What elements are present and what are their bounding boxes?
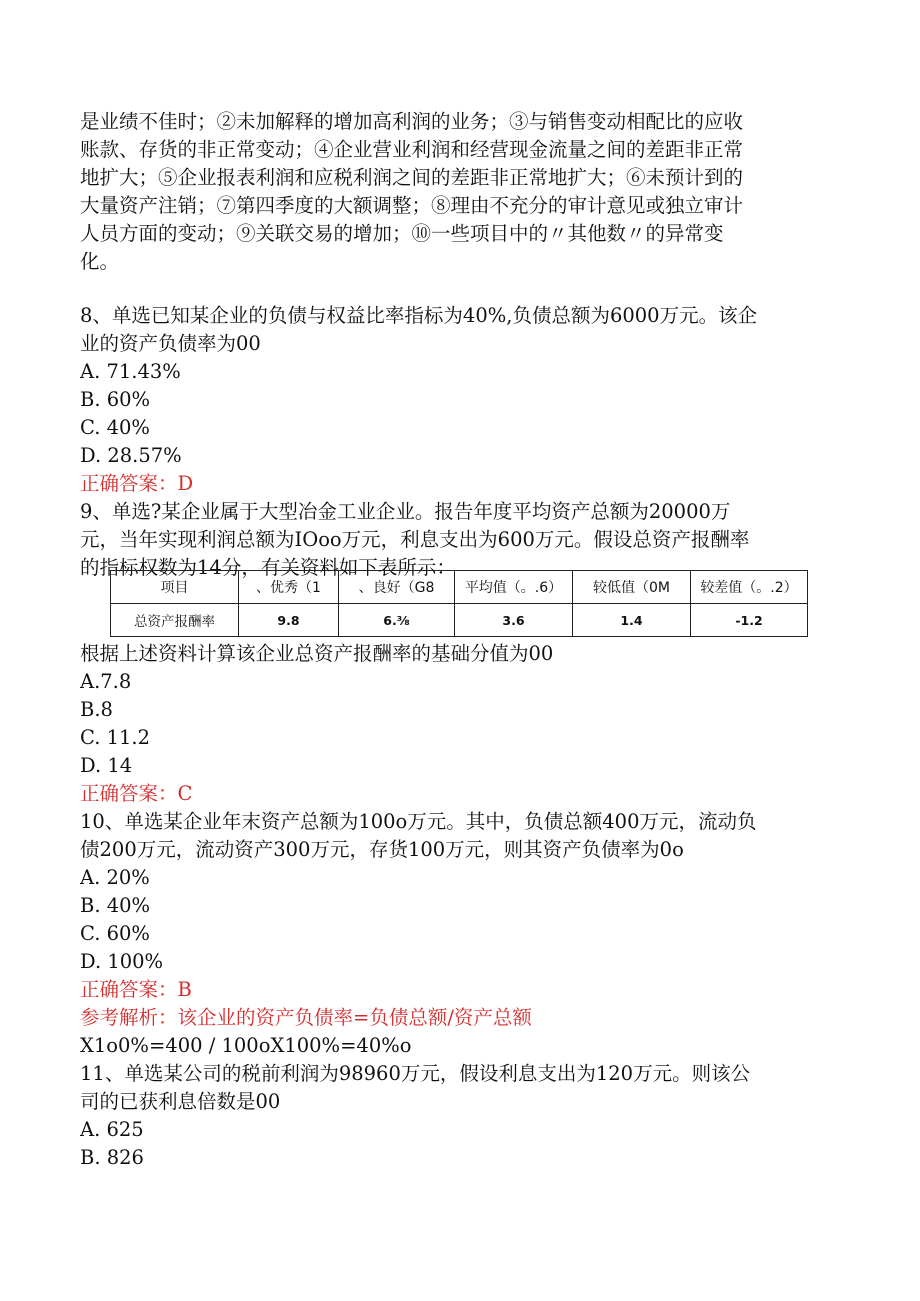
text-line: D. 28.57% [80,444,182,467]
table-cell: 6.⅜ [339,604,455,637]
text-line: A. 71.43% [80,360,181,383]
text-line: 11、单选某公司的税前利润为98960万元，假设利息支出为120万元。则该公 [80,1062,751,1085]
table-header-cell: 、良好（G8 [339,571,455,604]
text-line: 元，当年实现利润总额为IOoo万元，利息支出为600万元。假设总资产报酬率 [80,528,750,551]
text-line: D. 100% [80,950,164,973]
answer-line: 参考解析：该企业的资产负债率=负债总额/资产总额 [80,1006,532,1029]
answer-line: 正确答案：C [80,782,193,805]
text-line: C. 40% [80,416,150,439]
text-line: 8、单选已知某企业的负债与权益比率指标为40%,负债总额为6000万元。该企 [80,304,758,327]
text-line: 司的已获利息倍数是00 [80,1090,281,1113]
table-header-cell: 项目 [111,571,239,604]
text-line: B.8 [80,698,113,721]
text-line: 9、单选?某企业属于大型冶金工业企业。报告年度平均资产总额为20000万 [80,500,731,523]
text-line: B. 60% [80,388,151,411]
table-header-cell: 平均值（。.6） [455,571,573,604]
table-cell: -1.2 [691,604,808,637]
table-cell: 3.6 [455,604,573,637]
text-line: 债200万元，流动资产300万元，存货100万元，则其资产负债率为0o [80,838,684,861]
table-header-cell: 、优秀（1 [239,571,339,604]
text-line: 业的资产负债率为00 [80,332,261,355]
text-line: 10、单选某企业年末资产总额为100o万元。其中，负债总额400万元，流动负 [80,810,757,833]
text-line: B. 40% [80,894,151,917]
table-cell: 9.8 [239,604,339,637]
answer-line: 正确答案：B [80,978,192,1001]
text-line: 人员方面的变动；⑨关联交易的增加；⑩一些项目中的〃其他数〃的异常变 [80,222,724,245]
table-row-label: 总资产报酬率 [111,604,239,637]
text-line: C. 11.2 [80,726,151,749]
text-line: 大量资产注销；⑦第四季度的大额调整；⑧理由不充分的审计意见或独立审计 [80,194,744,217]
score-table [110,570,808,637]
text-line: A. 20% [80,866,150,889]
text-line: 账款、存货的非正常变动；④企业营业利润和经营现金流量之间的差距非正常 [80,138,744,161]
text-line: 是业绩不佳时；②未加解释的增加高利润的业务；③与销售变动相配比的应收 [80,110,744,133]
text-line: 化。 [80,250,120,273]
text-line: A.7.8 [80,670,132,693]
text-line: 的指标权数为14分，有关资料如下表所示： [80,556,456,579]
text-line: C. 60% [80,922,150,945]
text-line: B. 826 [80,1146,144,1169]
text-line: D. 14 [80,754,133,777]
text-line: 地扩大；⑤企业报表利润和应税利润之间的差距非正常地扩大；⑥未预计到的 [80,166,744,189]
table-header-row [111,571,808,604]
text-line: A. 625 [80,1118,144,1141]
table-header-cell: 较低值（0M [573,571,691,604]
answer-line: 正确答案：D [80,472,194,495]
text-line: X1o0%=400 / 100oX100%=40%o [80,1034,412,1057]
table-row [111,604,808,637]
table-cell: 1.4 [573,604,691,637]
text-line: 根据上述资料计算该企业总资产报酬率的基础分值为00 [80,642,554,665]
table-header-cell: 较差值（。.2） [691,571,808,604]
